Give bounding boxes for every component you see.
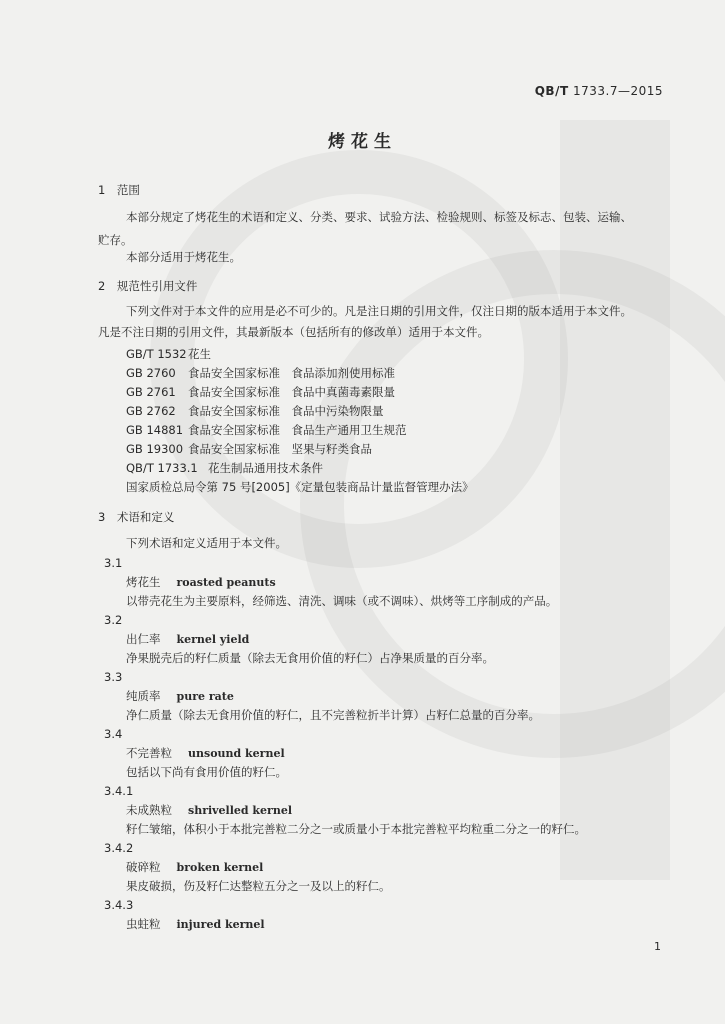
paragraph: 本部分适用于烤花生。 [126,250,241,264]
reference-item: GB 2761 食品安全国家标准 食品中真菌毒素限量 [126,385,395,399]
term-title: 破碎粒 broken kernel [126,860,264,874]
term-title: 未成熟粒 shrivelled kernel [126,803,293,817]
term-definition: 籽仁皱缩，体积小于本批完善粒二分之一或质量小于本批完善粒平均粒重二分之一的籽仁。 [126,822,586,836]
term-definition: 净仁质量（除去无食用价值的籽仁，且不完善粒折半计算）占籽仁总量的百分率。 [126,708,540,722]
section-heading: 3 术语和定义 [98,510,175,524]
bleed-through-shade [560,120,670,880]
paragraph: 贮存。 [98,233,133,247]
term-number: 3.4.1 [104,784,134,798]
section-heading: 1 范围 [98,183,140,197]
standard-number: QB/T 1733.7—2015 [534,84,663,98]
reference-item: GB 14881 食品安全国家标准 食品生产通用卫生规范 [126,423,407,437]
term-number: 3.4.3 [104,898,134,912]
term-definition: 包括以下尚有食用价值的籽仁。 [126,765,287,779]
reference-item: GB 19300 食品安全国家标准 坚果与籽类食品 [126,442,372,456]
section-heading: 2 规范性引用文件 [98,279,198,293]
paragraph: 本部分规定了烤花生的术语和定义、分类、要求、试验方法、检验规则、标签及标志、包装、运输、 [126,210,632,224]
reference-item: 国家质检总局令第 75 号[2005]《定量包装商品计量监督管理办法》 [126,480,474,494]
page-number: 1 [654,940,661,953]
term-number: 3.4.2 [104,841,134,855]
term-definition: 果皮破损，伤及籽仁达整粒五分之一及以上的籽仁。 [126,879,391,893]
term-definition: 以带壳花生为主要原料，经筛选、清洗、调味（或不调味）、烘烤等工序制成的产品。 [126,594,558,608]
paragraph: 下列术语和定义适用于本文件。 [126,536,287,550]
term-number: 3.4 [104,727,123,741]
term-title: 不完善粒 unsound kernel [126,746,285,760]
paragraph: 下列文件对于本文件的应用是必不可少的。凡是注日期的引用文件，仅注日期的版本适用于本文件。 [126,304,632,318]
page-title: 烤花生 [328,132,397,152]
term-title: 纯质率 pure rate [126,689,234,703]
term-number: 3.2 [104,613,123,627]
paragraph: 凡是不注日期的引用文件，其最新版本（包括所有的修改单）适用于本文件。 [98,325,489,339]
reference-item: GB 2760 食品安全国家标准 食品添加剂使用标准 [126,366,395,380]
term-number: 3.3 [104,670,123,684]
term-title: 出仁率 kernel yield [126,632,250,646]
term-title: 虫蛀粒 injured kernel [126,917,265,931]
term-number: 3.1 [104,556,123,570]
reference-item: QB/T 1733.1 花生制品通用技术条件 [126,461,323,475]
term-title: 烤花生 roasted peanuts [126,575,276,589]
reference-item: GB/T 1532花生 [126,347,211,361]
term-definition: 净果脱壳后的籽仁质量（除去无食用价值的籽仁）占净果质量的百分率。 [126,651,494,665]
reference-item: GB 2762 食品安全国家标准 食品中污染物限量 [126,404,384,418]
